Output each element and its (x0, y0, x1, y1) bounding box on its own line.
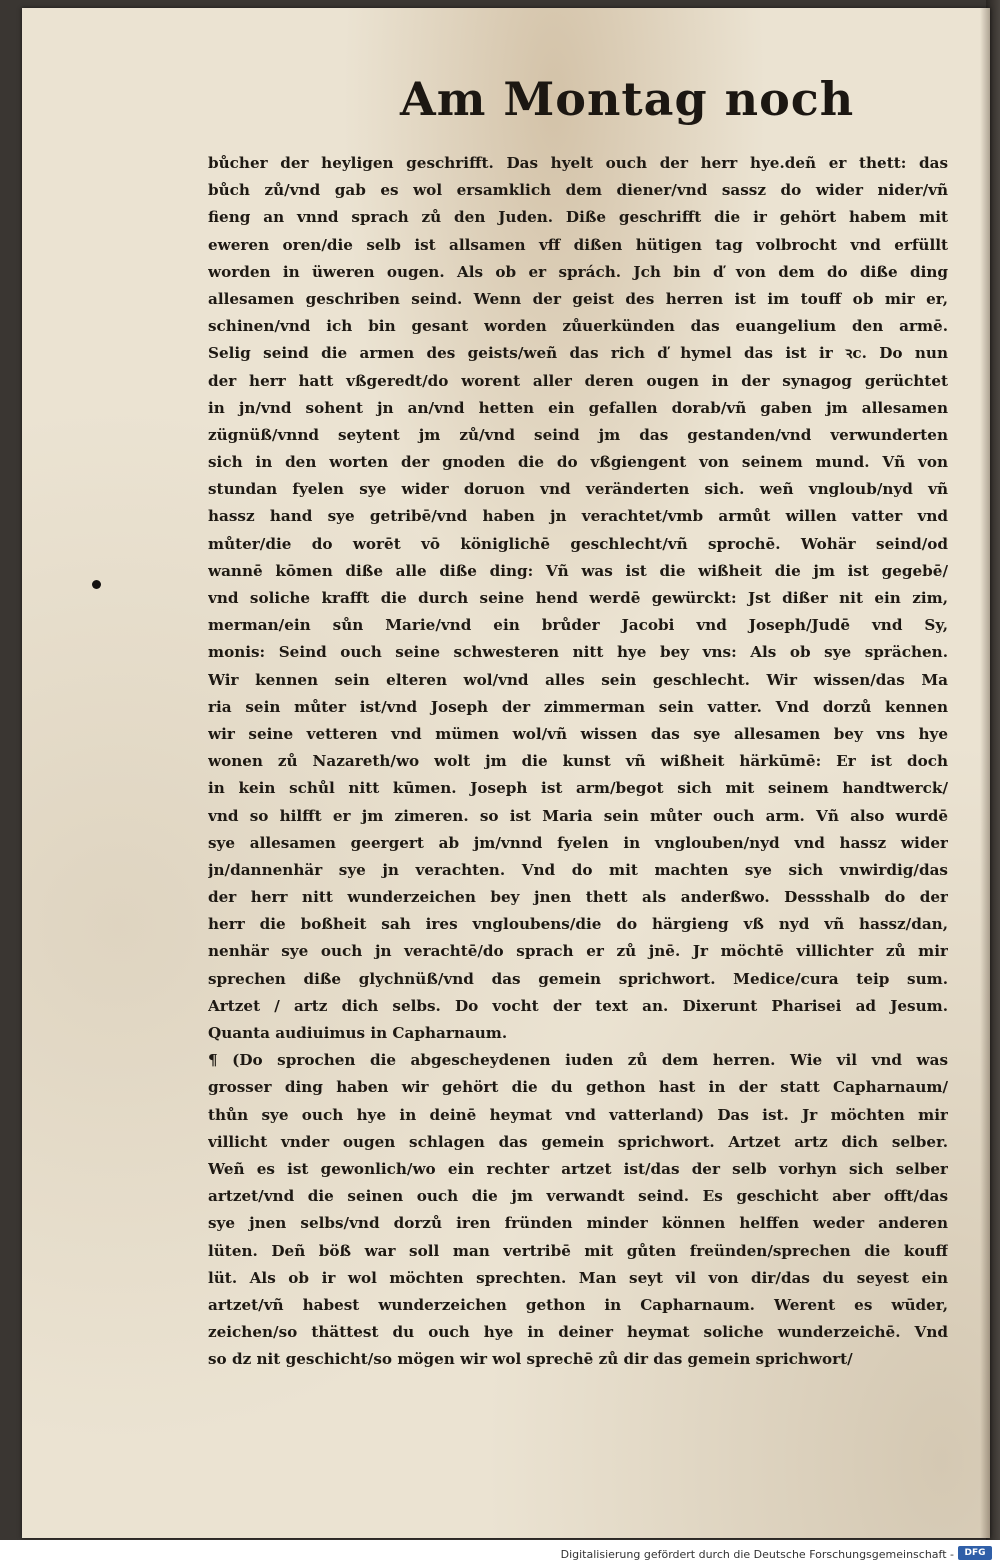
text-line: bůch zů/vnd gab es wol ersamklich dem diener/vnd sassz do wider nider/vñ (208, 181, 948, 200)
text-line: schinen/vnd ich bin gesant worden zůuerkünden das euangelium den armē. (208, 317, 948, 336)
text-line: der herr hatt vßgeredt/do worent aller deren ougen in der synagog gerüchtet (208, 371, 948, 390)
text-line: der herr nitt wunderzeichen bey jnen thett als anderßwo. Dessshalb do der (208, 888, 948, 907)
text-line: merman/ein sůn Marie/vnd ein brůder Jacobi vnd Joseph/Judē vnd Sy, (208, 616, 948, 635)
text-line: villicht vnder ougen schlagen das gemein sprichwort. Artzet artz dich selber. (208, 1132, 948, 1151)
text-line: vnd so hilfft er jm zimeren. so ist Maria sein můter ouch arm. Vñ also wurdē (208, 806, 948, 825)
text-line: lüt. Als ob ir wol möchten sprechten. Man seyt vil von dir/das du seyest ein (208, 1268, 948, 1287)
text-line: hassz hand sye getribē/vnd haben jn verachtet/vmb armůt willen vatter vnd (208, 507, 948, 526)
text-line: sich in den worten der gnoden die do vßgiengent von seinem mund. Vñ von (208, 453, 948, 472)
text-line: thůn sye ouch hye in deinē heymat vnd vatterland) Das ist. Jr möchten mir (208, 1105, 948, 1124)
text-line: so dz nit geschicht/so mögen wir wol sprechē zů dir das gemein sprichwort/ (208, 1350, 853, 1369)
text-line: artzet/vñ habest wunderzeichen gethon in Capharnaum. Werent es wūder, (208, 1295, 948, 1314)
text-line: Artzet / artz dich selbs. Do vocht der text an. Dixerunt Pharisei ad Jesum. (208, 996, 948, 1015)
text-line: sye jnen selbs/vnd dorzů iren fründen minder können helffen weder anderen (208, 1214, 948, 1233)
text-line: wannē kōmen diße alle diße ding: Vñ was ist die wißheit die jm ist gegebē/ (208, 561, 948, 580)
page-edge-shadow (980, 8, 990, 1538)
ink-blot (92, 580, 101, 589)
text-line: Selig seind die armen des geists/weñ das rich ď hymel das ist ir ꝛc. Do nun (208, 344, 948, 363)
text-line: eweren oren/die selb ist allsamen vff dißen hütigen tag volbrocht vnd erfüllt (208, 235, 948, 254)
text-line: in kein schůl nitt kūmen. Joseph ist arm/begot sich mit seinem handtwerck/ (208, 779, 948, 798)
page-heading: Am Montag noch (400, 72, 855, 126)
text-line: zeichen/so thättest du ouch hye in deiner heymat soliche wunderzeichē. Vnd (208, 1323, 948, 1342)
body-text (208, 150, 948, 1373)
text-line: Weñ es ist gewonlich/wo ein rechter artzet ist/das der selb vorhyn sich selber (208, 1159, 948, 1178)
text-line: herr die boßheit sah ires vngloubens/die do härgieng vß nyd vñ hassz/dan, (208, 915, 948, 934)
text-line: stundan fyelen sye wider doruon vnd veränderten sich. weñ vngloub/nyd vñ (208, 480, 948, 499)
text-line: monis: Seind ouch seine schwesteren nitt hye bey vns: Als ob sye sprächen. (208, 643, 948, 662)
text-line: wonen zů Nazareth/wo wolt jm die kunst vñ wißheit härkūmē: Er ist doch (208, 752, 948, 771)
text-line: allesamen geschriben seind. Wenn der geist des herren ist im touff ob mir er, (208, 289, 948, 308)
text-line: vnd soliche krafft die durch seine hend werdē gewürckt: Jst dißer nit ein zim, (208, 589, 948, 607)
text-line: grosser ding haben wir gehört die du gethon hast in der statt Capharnaum/ (208, 1078, 948, 1097)
text-line: fieng an vnnd sprach zů den Juden. Diße geschrifft die ir gehört habem mit (208, 208, 948, 227)
text-line: nenhär sye ouch jn verachtē/do sprach er zů jnē. Jr möchtē villichter zů mir (208, 942, 948, 961)
text-line: ria sein můter ist/vnd Joseph der zimmerman sein vatter. Vnd dorzů kennen (208, 697, 948, 716)
footer-credit: Digitalisierung gefördert durch die Deutsche Forschungsgemeinschaft - (560, 1548, 954, 1561)
text-line: bůcher der heyligen geschrifft. Das hyelt ouch der herr hye.deñ er thett: das (208, 154, 948, 172)
text-line: sye allesamen geergert ab jm/vnnd fyelen in vnglouben/nyd vnd hassz wider (208, 833, 948, 852)
text-line: in jn/vnd sohent jn an/vnd hetten ein gefallen dorab/vñ gaben jm allesamen (208, 398, 948, 417)
dfg-logo: DFG (958, 1546, 992, 1560)
text-line: lüten. Deñ böß war soll man vertribē mit gůten freünden/sprechen die kouff (208, 1241, 948, 1260)
text-line: artzet/vnd die seinen ouch die jm verwandt seind. Es geschicht aber offt/das (208, 1187, 948, 1206)
text-line: můter/die do worēt vō königlichē geschlecht/vñ sprochē. Wohär seind/oď (208, 534, 948, 553)
text-line: jn/dannenhär sye jn verachten. Vnd do mit machten sye sich vnwirdig/das (208, 860, 948, 879)
text-line: Wir kennen sein elteren wol/vnd alles sein geschlecht. Wir wissen/das Ma (208, 670, 948, 689)
text-line: zügnüß/vnnd seytent jm zů/vnd seind jm das gestanden/vnd verwunderten (208, 425, 948, 444)
text-line: ¶ (Do sprochen die abgescheydenen iuden zů dem herren. Wie vil vnd was (208, 1051, 948, 1070)
text-line: worden in üweren ougen. Als ob er sprách. Jch bin ď von dem do diße ding (208, 262, 948, 281)
text-line: sprechen diße glychnüß/vnd das gemein sprichwort. Medice/cura teip sum. (208, 969, 948, 988)
text-line: Quanta audiuimus in Capharnaum. (208, 1024, 508, 1042)
text-line: wir seine vetteren vnd mümen wol/vñ wissen das sye allesamen bey vns hye (208, 724, 948, 743)
